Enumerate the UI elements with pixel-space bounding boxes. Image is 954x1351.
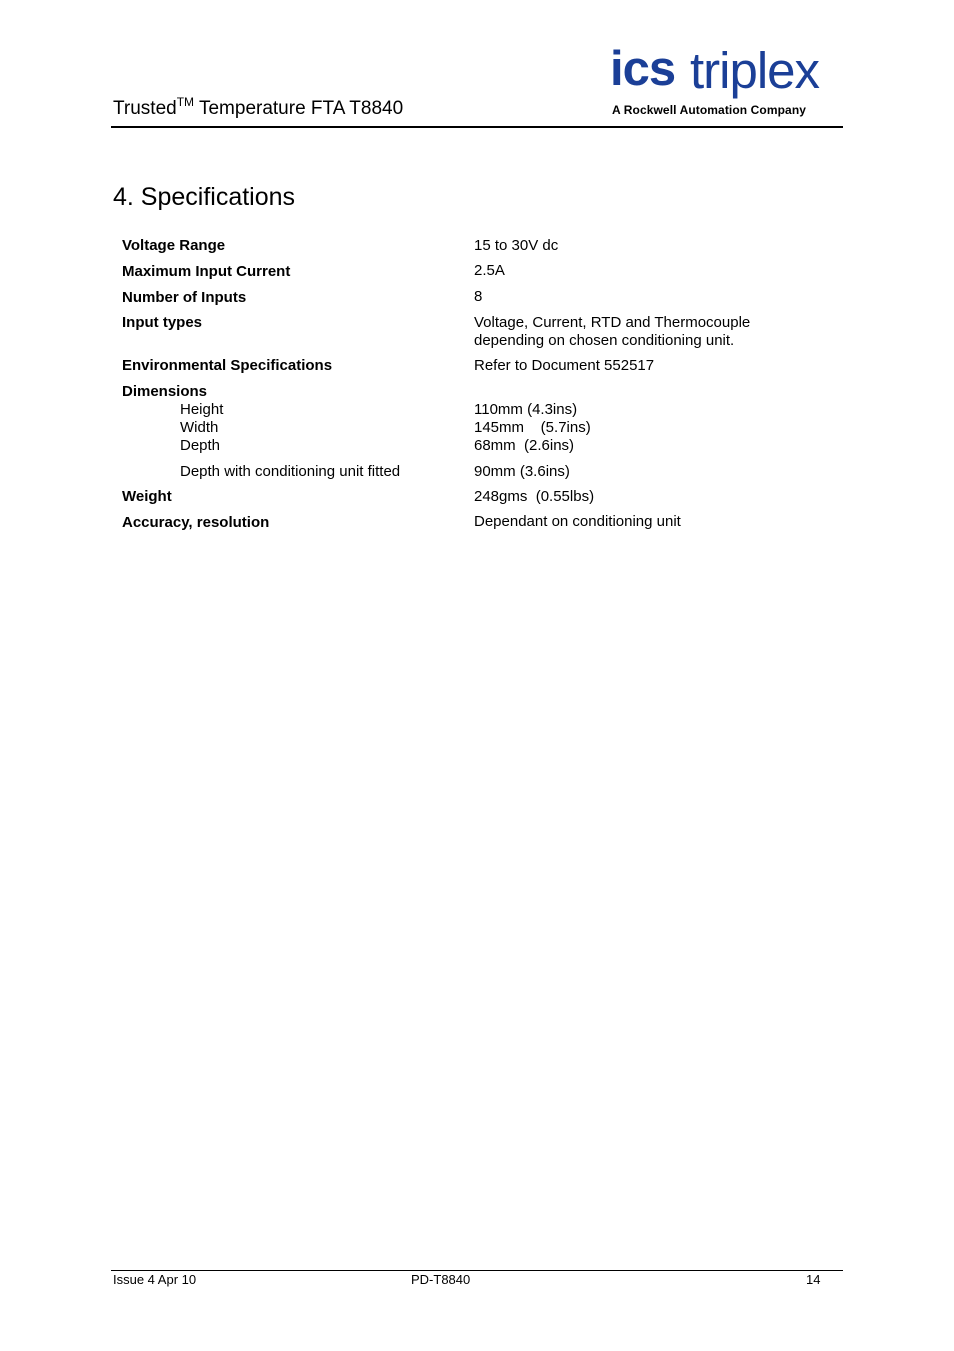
header-divider: [111, 126, 843, 128]
spec-value-num-inputs: 8: [474, 288, 483, 305]
spec-label-accuracy: Accuracy, resolution: [122, 514, 270, 531]
spec-label-depth-conditioning: Depth with conditioning unit fitted: [180, 463, 401, 480]
footer-divider: [111, 1270, 843, 1271]
spec-label-weight: Weight: [122, 488, 172, 505]
section-heading: 4. Specifications: [113, 183, 296, 211]
spec-value-max-current: 2.5A: [474, 262, 505, 279]
spec-value-environmental: Refer to Document 552517: [474, 357, 655, 374]
spec-value-depth-conditioning: 90mm (3.6ins): [474, 463, 570, 480]
spec-value-weight: 248gms (0.55lbs): [474, 488, 595, 505]
footer-issue: Issue 4 Apr 10: [113, 1272, 197, 1287]
spec-label-environmental: Environmental Specifications: [122, 357, 333, 374]
spec-value-voltage-range: 15 to 30V dc: [474, 237, 559, 254]
footer-doc-number: PD-T8840: [411, 1272, 471, 1287]
spec-label-max-current: Maximum Input Current: [122, 263, 291, 280]
spec-value-height: 110mm (4.3ins): [474, 401, 578, 418]
title-rest: Temperature FTA T8840: [194, 98, 404, 119]
spec-value-accuracy: Dependant on conditioning unit: [474, 513, 681, 530]
spec-value-input-types-line2: depending on chosen conditioning unit.: [474, 332, 735, 349]
document-title: [113, 95, 404, 120]
spec-label-height: Height: [180, 401, 224, 418]
logo-triplex-text: triplex: [690, 42, 820, 99]
title-main: Trusted: [113, 98, 177, 119]
spec-label-voltage-range: Voltage Range: [122, 237, 226, 254]
logo-tagline: A Rockwell Automation Company: [612, 103, 807, 117]
logo-ics-text: ics: [610, 42, 676, 96]
spec-label-dimensions: Dimensions: [122, 383, 208, 400]
spec-label-width: Width: [180, 419, 219, 436]
spec-value-depth: 68mm (2.6ins): [474, 437, 575, 454]
spec-value-width: 145mm (5.7ins): [474, 419, 591, 436]
spec-value-input-types-line1: Voltage, Current, RTD and Thermocouple: [474, 314, 751, 331]
spec-label-depth: Depth: [180, 437, 221, 454]
spec-label-num-inputs: Number of Inputs: [122, 289, 247, 306]
spec-label-input-types: Input types: [122, 314, 203, 331]
title-trademark: TM: [176, 95, 195, 109]
footer-page-number: 14: [806, 1272, 821, 1287]
ics-triplex-logo: [610, 42, 844, 120]
